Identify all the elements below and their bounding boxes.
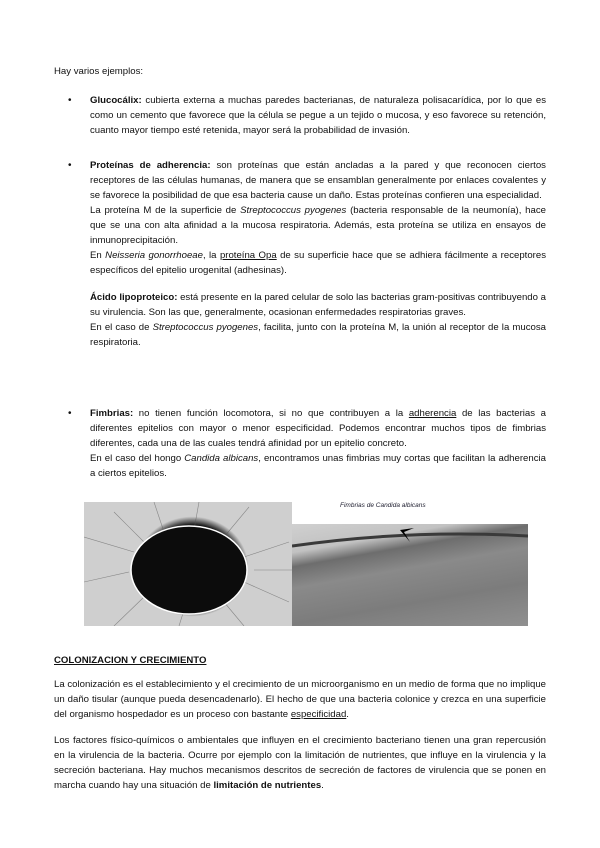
term-glucocalix: Glucocálix: [90, 95, 142, 106]
colonizacion-paragraph-1: La colonización es el establecimiento y el crecimiento de un microorganismo en un medio de forma que no implique un daño tisular (aunque pueda desencadenarlo). El hecho de que una bacteria colonice y crezca en una superficie del organismo hospedador es un proceso con bastante especificidad. [54, 679, 546, 720]
proteinas-paragraph-2: La proteína M de la superficie de Streptococcus pyogenes (bacteria responsable de la neumonía), hace que se una con alta afinidad a la mucosa respiratoria. Además, esta proteína se utiliza en ensayos de inmunoprecipitación. [90, 205, 546, 246]
figure-group [84, 494, 528, 626]
acido-paragraph-2: En el caso de Streptococcus pyogenes, facilita, junto con la proteína M, la unión al receptor de la mucosa respiratoria. [90, 322, 546, 348]
term-acido: Ácido lipoproteico: [90, 292, 178, 303]
section-heading: COLONIZACION Y CRECIMIENTO [54, 655, 207, 666]
micrograph-fimbriated-cell [84, 502, 292, 626]
fimbrias-paragraph-2: En el caso del hongo Candida albicans, encontramos unas fimbrias muy cortas que facilitan la adherencia a ciertos epitelios. [90, 453, 546, 479]
proteinas-paragraph-3: En Neisseria gonorrhoeae, la proteína Opa de su superficie hace que se adhiera fácilmente a receptores específicos del epitelio urogenital (adhesinas). [90, 250, 546, 276]
list-item-glucocalix [68, 93, 546, 138]
term-proteinas: Proteínas de adherencia: [90, 160, 211, 171]
figure-caption: Fimbrias de Candida albicans [340, 502, 426, 509]
acido-paragraph: Ácido lipoproteico: está presente en la pared celular de solo las bacterias gram-positivas contribuyendo a su virulencia. Son las que, generalmente, ocasionan enfermedades respiratorias graves. [90, 292, 546, 318]
bullet: • [68, 408, 72, 419]
list-item-fimbrias: • Fimbrias: no tienen función locomotora, si no que contribuyen a la adherencia de las bacterias a diferentes epitelios con mayor o menor especificidad. Podemos encontrar muchos tipos de fimbrias diferentes, cada una de las cuales tendrá afinidad por un epitelio concreto. En el caso del hongo Candida albicans, encontramos unas fimbrias muy cortas que facilitan la adherencia a ciertos epitelios. [68, 408, 546, 479]
intro-text: Hay varios ejemplos: [54, 66, 144, 77]
bullet: • [68, 95, 72, 106]
list-item-proteinas [68, 158, 546, 350]
proteinas-text: son proteínas que están ancladas a la pared y que reconocen ciertos receptores de las células humanas, de manera que se ensamblan generalmente por enlaces covalentes y se favorece la posibilidad de que esa bacteria cause un daño. Estas proteínas confieren una especialidad. [90, 160, 546, 201]
arrow-icon [292, 524, 528, 626]
micrograph-cell-wall [292, 524, 528, 626]
fimbriae-lines [84, 502, 292, 626]
micrograph-candida [292, 494, 528, 626]
colonizacion-paragraph-2: Los factores físico-químicos o ambientales que influyen en el crecimiento bacteriano tienen una gran repercusión en la virulencia de la bacteria. Ocurre por ejemplo con la limitación de nutrientes, que influye en la virulencia y la secreción bacteriana. Hay muchos mecanismos descritos de secreción de factores de virulencia que se ponen en marcha cuando hay una situación de limitación de nutrientes. [54, 735, 546, 791]
bullet: • [68, 160, 72, 171]
glucocalix-text: cubierta externa a muchas paredes bacterianas, de naturaleza polisacarídica, por lo que es como un cemento que favorece que la célula se pegue a un tejido o mucosa, y eso favorece su retención, cuanto mayor tiempo esté retenida, mayor será la probabilidad de invasión. [90, 95, 546, 136]
term-fimbrias: Fimbrias: [90, 408, 134, 419]
